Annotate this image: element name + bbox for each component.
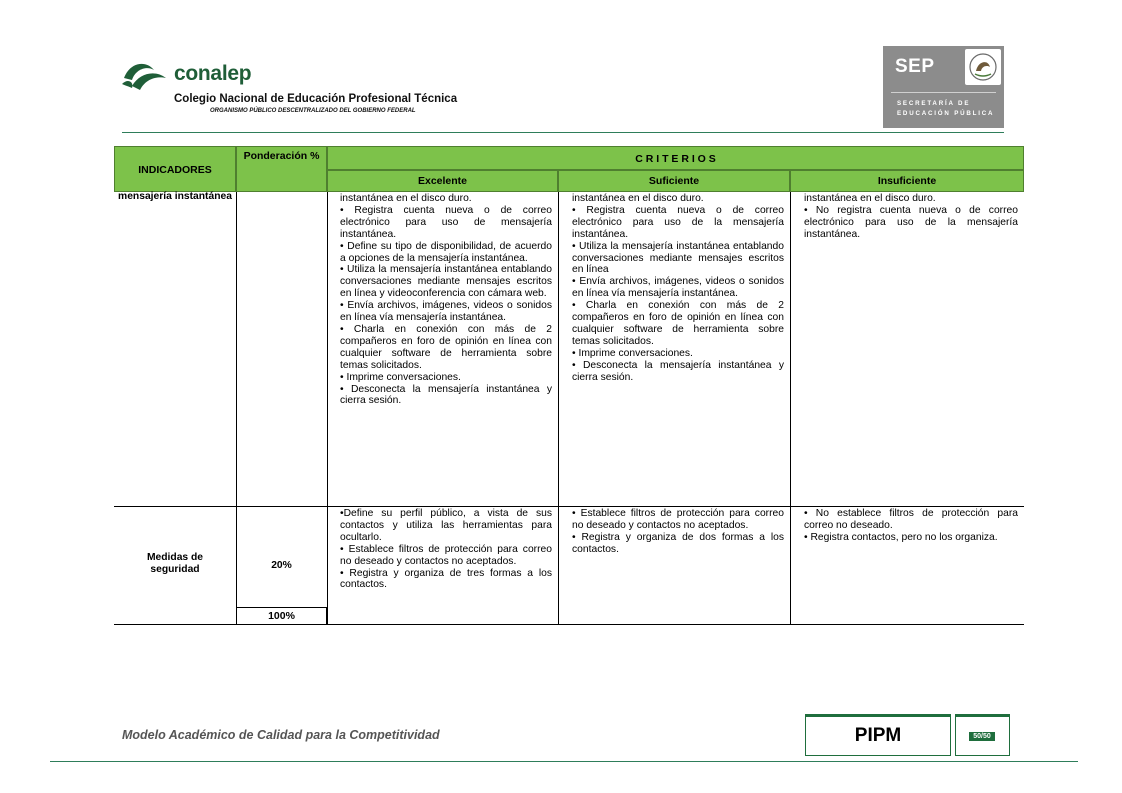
sep-subtitle-1: SECRETARÍA DE bbox=[897, 100, 971, 107]
row2-indicador: Medidas de seguridad bbox=[146, 552, 204, 575]
sep-divider bbox=[891, 92, 996, 93]
pipm-code-box: PIPM bbox=[805, 714, 951, 756]
criterion-item: •Define su perfil público, a vista de sus contactos y utiliza las herramientas para ocultarlo. bbox=[340, 508, 552, 543]
row1-suficiente bbox=[572, 193, 784, 384]
mexico-seal-icon bbox=[965, 49, 1001, 85]
brand-name: conalep bbox=[174, 62, 252, 85]
header-insuficiente: Insuficiente bbox=[790, 170, 1024, 192]
conalep-emblem-icon bbox=[120, 56, 170, 96]
criterion-item: instantánea en el disco duro. bbox=[804, 193, 936, 204]
grid-line bbox=[114, 506, 1024, 507]
org-subtitle: ORGANISMO PÚBLICO DESCENTRALIZADO DEL GOBIERNO FEDERAL bbox=[210, 108, 416, 114]
pipm-number-box bbox=[955, 714, 1010, 756]
row2-excelente bbox=[340, 508, 552, 591]
criterion-item: instantánea en el disco duro. bbox=[572, 193, 704, 204]
header-indicadores: INDICADORES bbox=[114, 146, 236, 192]
criterion-item: • Utiliza la mensajería instantánea entablando conversaciones mediante mensajes escritos en línea y videoconferencia con cámara web. bbox=[340, 264, 552, 300]
conalep-logo bbox=[120, 56, 460, 120]
row1-indicador: mensajería instantánea bbox=[118, 191, 232, 202]
header-ponderacion: Ponderación % bbox=[236, 146, 327, 192]
header-excelente: Excelente bbox=[327, 170, 558, 192]
criterion-item: • Registra y organiza de dos formas a los contactos. bbox=[572, 531, 784, 555]
criterion-item: • Establece filtros de protección para correo no deseado y contactos no aceptados. bbox=[572, 508, 784, 531]
criterion-item: • Utiliza la mensajería instantánea entablando conversaciones mediante mensajes escritos en línea bbox=[572, 240, 784, 276]
footer-divider bbox=[50, 761, 1078, 762]
row2-ponderacion: 20% bbox=[271, 560, 292, 571]
grid-line bbox=[558, 192, 559, 625]
criterion-item: • Desconecta la mensajería instantánea y cierra sesión. bbox=[340, 383, 552, 407]
header-criterios: C R I T E R I O S bbox=[327, 146, 1024, 170]
grid-line bbox=[327, 192, 328, 625]
criterion-item: • Imprime conversaciones. bbox=[340, 371, 461, 383]
total-ponderacion: 100% bbox=[236, 607, 327, 625]
criterion-item: instantánea en el disco duro. bbox=[340, 193, 472, 204]
criterion-item: • Charla en conexión con más de 2 compañeros en foro de opinión en línea con cualquier software de herramienta sobre temas solicitados. bbox=[340, 323, 552, 371]
criterion-item: • Registra contactos, pero no los organiza. bbox=[804, 531, 998, 543]
row1-insuficiente bbox=[804, 193, 1018, 241]
sep-logo bbox=[883, 46, 1004, 128]
header-divider bbox=[122, 132, 1004, 133]
pipm-number: 50/50 bbox=[969, 732, 995, 741]
criterion-item: • No establece filtros de protección para correo no deseado. bbox=[804, 508, 1018, 531]
row2-insuficiente bbox=[804, 508, 1018, 544]
criterion-item: • Registra cuenta nueva o de correo electrónico para uso de mensajería instantánea. bbox=[340, 204, 552, 240]
grid-line bbox=[114, 624, 1024, 625]
row1-excelente bbox=[340, 193, 552, 407]
sep-subtitle-2: EDUCACIÓN PÚBLICA bbox=[897, 110, 995, 117]
criterion-item: • Registra cuenta nueva o de correo electrónico para uso de la mensajería instantánea. bbox=[572, 204, 784, 240]
grid-line bbox=[236, 192, 237, 625]
criterion-item: • Registra y organiza de tres formas a los contactos. bbox=[340, 567, 552, 591]
org-name: Colegio Nacional de Educación Profesional Técnica bbox=[174, 93, 458, 105]
criterion-item: • No registra cuenta nueva o de correo electrónico para uso de la mensajería instantánea. bbox=[804, 204, 1018, 240]
footer-model-text: Modelo Académico de Calidad para la Competitividad bbox=[122, 728, 440, 742]
criterion-item: • Charla en conexión con más de 2 compañeros en foro de opinión en línea con cualquier software de herramienta sobre temas solicitados. bbox=[572, 300, 784, 347]
row2-suficiente bbox=[572, 508, 784, 556]
criterion-item: • Envía archivos, imágenes, videos o sonidos en línea vía mensajería instantánea. bbox=[572, 276, 784, 300]
header-suficiente: Suficiente bbox=[558, 170, 790, 192]
sep-word: SEP bbox=[883, 46, 961, 88]
criterion-item: • Envía archivos, imágenes, videos o sonidos en línea vía mensajería instantánea. bbox=[340, 300, 552, 324]
criterion-item: • Establece filtros de protección para correo no deseado y contactos no aceptados. bbox=[340, 543, 552, 567]
criterion-item: • Define su tipo de disponibilidad, de acuerdo a opciones de la mensajería instantánea. bbox=[340, 240, 552, 264]
grid-line bbox=[790, 192, 791, 625]
criterion-item: • Imprime conversaciones. bbox=[572, 347, 693, 359]
criterion-item: • Desconecta la mensajería instantánea y cierra sesión. bbox=[572, 359, 784, 383]
